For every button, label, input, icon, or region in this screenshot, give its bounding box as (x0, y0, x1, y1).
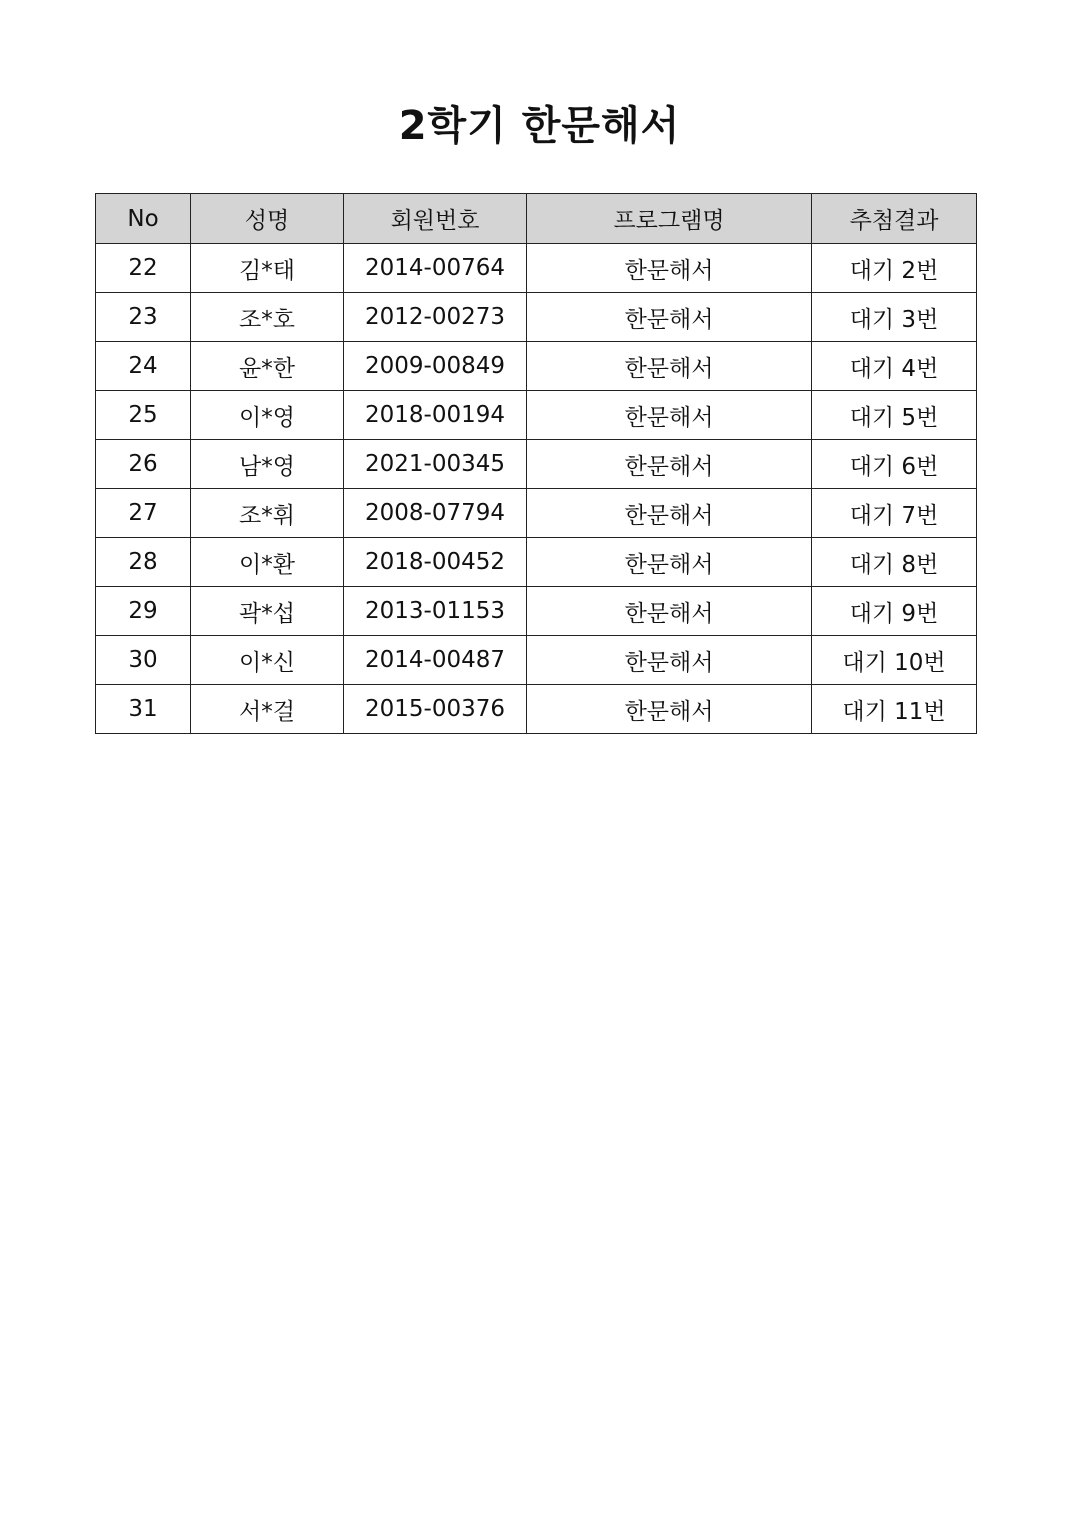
header-name: 성명 (191, 194, 344, 244)
table-row (96, 342, 977, 391)
cell-name: 김*태 (191, 244, 344, 293)
header-lottery-result: 추첨결과 (812, 194, 977, 244)
table-row (96, 636, 977, 685)
cell-lottery-result: 대기 3번 (812, 293, 977, 342)
cell-no: 23 (96, 293, 191, 342)
cell-name: 이*환 (191, 538, 344, 587)
cell-lottery-result: 대기 2번 (812, 244, 977, 293)
table-row (96, 538, 977, 587)
cell-lottery-result: 대기 5번 (812, 391, 977, 440)
cell-program-name: 한문해서 (527, 685, 812, 734)
cell-lottery-result: 대기 9번 (812, 587, 977, 636)
table-row (96, 293, 977, 342)
cell-program-name: 한문해서 (527, 538, 812, 587)
table-row (96, 489, 977, 538)
cell-name: 이*신 (191, 636, 344, 685)
cell-member-number: 2015-00376 (344, 685, 527, 734)
cell-no: 24 (96, 342, 191, 391)
cell-lottery-result: 대기 4번 (812, 342, 977, 391)
cell-program-name: 한문해서 (527, 293, 812, 342)
cell-no: 28 (96, 538, 191, 587)
cell-member-number: 2009-00849 (344, 342, 527, 391)
cell-lottery-result: 대기 11번 (812, 685, 977, 734)
cell-program-name: 한문해서 (527, 391, 812, 440)
cell-name: 남*영 (191, 440, 344, 489)
cell-member-number: 2018-00452 (344, 538, 527, 587)
table-row (96, 440, 977, 489)
table-row (96, 587, 977, 636)
cell-member-number: 2012-00273 (344, 293, 527, 342)
cell-name: 곽*섭 (191, 587, 344, 636)
cell-program-name: 한문해서 (527, 636, 812, 685)
cell-member-number: 2018-00194 (344, 391, 527, 440)
cell-member-number: 2013-01153 (344, 587, 527, 636)
cell-name: 이*영 (191, 391, 344, 440)
cell-program-name: 한문해서 (527, 489, 812, 538)
cell-program-name: 한문해서 (527, 440, 812, 489)
cell-lottery-result: 대기 10번 (812, 636, 977, 685)
cell-member-number: 2014-00764 (344, 244, 527, 293)
cell-program-name: 한문해서 (527, 342, 812, 391)
table-row (96, 244, 977, 293)
cell-lottery-result: 대기 8번 (812, 538, 977, 587)
lottery-result-table (95, 193, 977, 734)
cell-no: 30 (96, 636, 191, 685)
cell-no: 31 (96, 685, 191, 734)
cell-no: 25 (96, 391, 191, 440)
cell-program-name: 한문해서 (527, 587, 812, 636)
cell-no: 29 (96, 587, 191, 636)
page-title: 2학기 한문해서 (398, 103, 681, 149)
header-member-number: 회원번호 (344, 194, 527, 244)
cell-name: 서*걸 (191, 685, 344, 734)
table-row (96, 391, 977, 440)
cell-name: 조*휘 (191, 489, 344, 538)
cell-name: 윤*한 (191, 342, 344, 391)
cell-program-name: 한문해서 (527, 244, 812, 293)
header-no: No (96, 194, 191, 244)
cell-lottery-result: 대기 7번 (812, 489, 977, 538)
cell-name: 조*호 (191, 293, 344, 342)
cell-member-number: 2008-07794 (344, 489, 527, 538)
table-row (96, 685, 977, 734)
cell-lottery-result: 대기 6번 (812, 440, 977, 489)
cell-no: 27 (96, 489, 191, 538)
table-header-row (96, 194, 977, 244)
cell-member-number: 2014-00487 (344, 636, 527, 685)
cell-member-number: 2021-00345 (344, 440, 527, 489)
header-program-name: 프로그램명 (527, 194, 812, 244)
cell-no: 26 (96, 440, 191, 489)
cell-no: 22 (96, 244, 191, 293)
